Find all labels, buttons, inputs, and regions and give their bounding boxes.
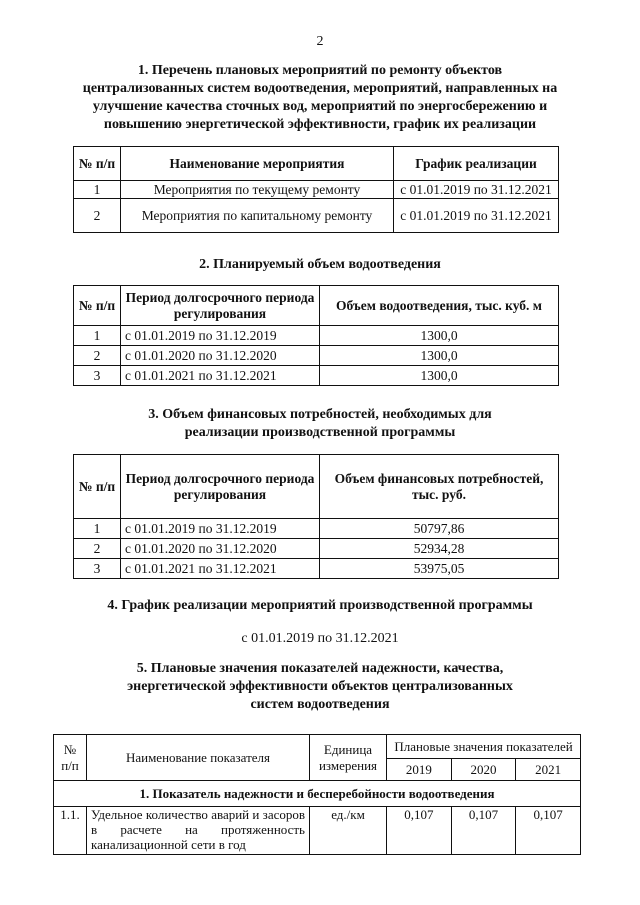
table-row: [74, 519, 559, 539]
section5-table: [53, 734, 581, 855]
page-number: 2: [316, 34, 324, 49]
section4-period: с 01.01.2019 по 31.12.2021: [241, 631, 399, 646]
col-num-header: № п/п: [74, 286, 121, 326]
col-unit-header: Единица измерения: [310, 735, 387, 781]
row-num: 1: [74, 519, 121, 539]
row-value: 1300,0: [320, 366, 559, 386]
section2-table: [73, 285, 559, 386]
table-row: [74, 326, 559, 346]
table-row: [74, 539, 559, 559]
table-header-row: [54, 735, 581, 759]
row-value: 53975,05: [320, 559, 559, 579]
col-year-header: 2019: [387, 759, 452, 781]
table-row: [74, 366, 559, 386]
section4-title: 4. График реализации мероприятий производственной программы: [107, 598, 533, 613]
row-value: 52934,28: [320, 539, 559, 559]
row-num: 1: [74, 326, 121, 346]
row-value: 0,107: [387, 807, 452, 855]
group-title: 1. Показатель надежности и бесперебойности водоотведения: [54, 781, 581, 807]
section3-table: [73, 454, 559, 579]
col-num-header: № п/п: [74, 455, 121, 519]
section2-title: 2. Планируемый объем водоотведения: [199, 257, 441, 272]
row-period: с 01.01.2019 по 31.12.2019: [121, 519, 320, 539]
table-group-row: [54, 781, 581, 807]
row-value: 0,107: [451, 807, 516, 855]
table-row: [74, 199, 559, 233]
row-period: с 01.01.2021 по 31.12.2021: [121, 559, 320, 579]
section1-title: 1. Перечень плановых мероприятий по ремонту объектов централизованных систем водоотведения, мероприятий, направленных на улучшение качества сточных вод, мероприятий по энергосбережению и повышению энергетической эффективности, график их реализации: [82, 63, 558, 132]
table-header-row: [74, 147, 559, 181]
col-planned-header: Плановые значения показателей: [387, 735, 581, 759]
row-unit: ед./км: [310, 807, 387, 855]
table-row: [74, 559, 559, 579]
col-year-header: 2020: [451, 759, 516, 781]
col-name-header: Наименование мероприятия: [121, 147, 394, 181]
section5-title: 5. Плановые значения показателей надежности, качества, энергетической эффективности объектов централизованных систем водоотведения: [127, 661, 513, 712]
row-period: с 01.01.2020 по 31.12.2020: [121, 346, 320, 366]
col-volume-header: Объем водоотведения, тыс. куб. м: [320, 286, 559, 326]
row-num: 1.1.: [54, 807, 87, 855]
row-num: 2: [74, 346, 121, 366]
col-period-header: Период долгосрочного периода регулирования: [121, 286, 320, 326]
row-period: с 01.01.2021 по 31.12.2021: [121, 366, 320, 386]
row-value: 1300,0: [320, 326, 559, 346]
col-period-header: Период долгосрочного периода регулирования: [121, 455, 320, 519]
row-period: с 01.01.2020 по 31.12.2020: [121, 539, 320, 559]
row-value: 1300,0: [320, 346, 559, 366]
row-schedule: с 01.01.2019 по 31.12.2021: [394, 199, 559, 233]
table-row: [54, 807, 581, 855]
row-name: Мероприятия по текущему ремонту: [121, 181, 394, 199]
col-indicator-header: Наименование показателя: [87, 735, 310, 781]
table-header-row: [74, 455, 559, 519]
row-schedule: с 01.01.2019 по 31.12.2021: [394, 181, 559, 199]
section1-table: [73, 146, 559, 233]
col-num-header: № п/п: [74, 147, 121, 181]
row-num: 1: [74, 181, 121, 199]
row-period: с 01.01.2019 по 31.12.2019: [121, 326, 320, 346]
row-num: 2: [74, 199, 121, 233]
col-year-header: 2021: [516, 759, 581, 781]
table-row: [74, 181, 559, 199]
row-value: 50797,86: [320, 519, 559, 539]
table-row: [74, 346, 559, 366]
section3-title: 3. Объем финансовых потребностей, необходимых для реализации производственной программы: [148, 407, 492, 440]
row-value: 0,107: [516, 807, 581, 855]
col-num-header: № п/п: [54, 735, 87, 781]
row-name: Мероприятия по капитальному ремонту: [121, 199, 394, 233]
row-num: 3: [74, 559, 121, 579]
col-finance-header: Объем финансовых потребностей, тыс. руб.: [320, 455, 559, 519]
row-indicator-name: Удельное количество аварий и засоров в расчете на протяженность канализационной сети в год: [87, 807, 310, 855]
row-num: 3: [74, 366, 121, 386]
table-header-row: [74, 286, 559, 326]
col-schedule-header: График реализации: [394, 147, 559, 181]
row-num: 2: [74, 539, 121, 559]
